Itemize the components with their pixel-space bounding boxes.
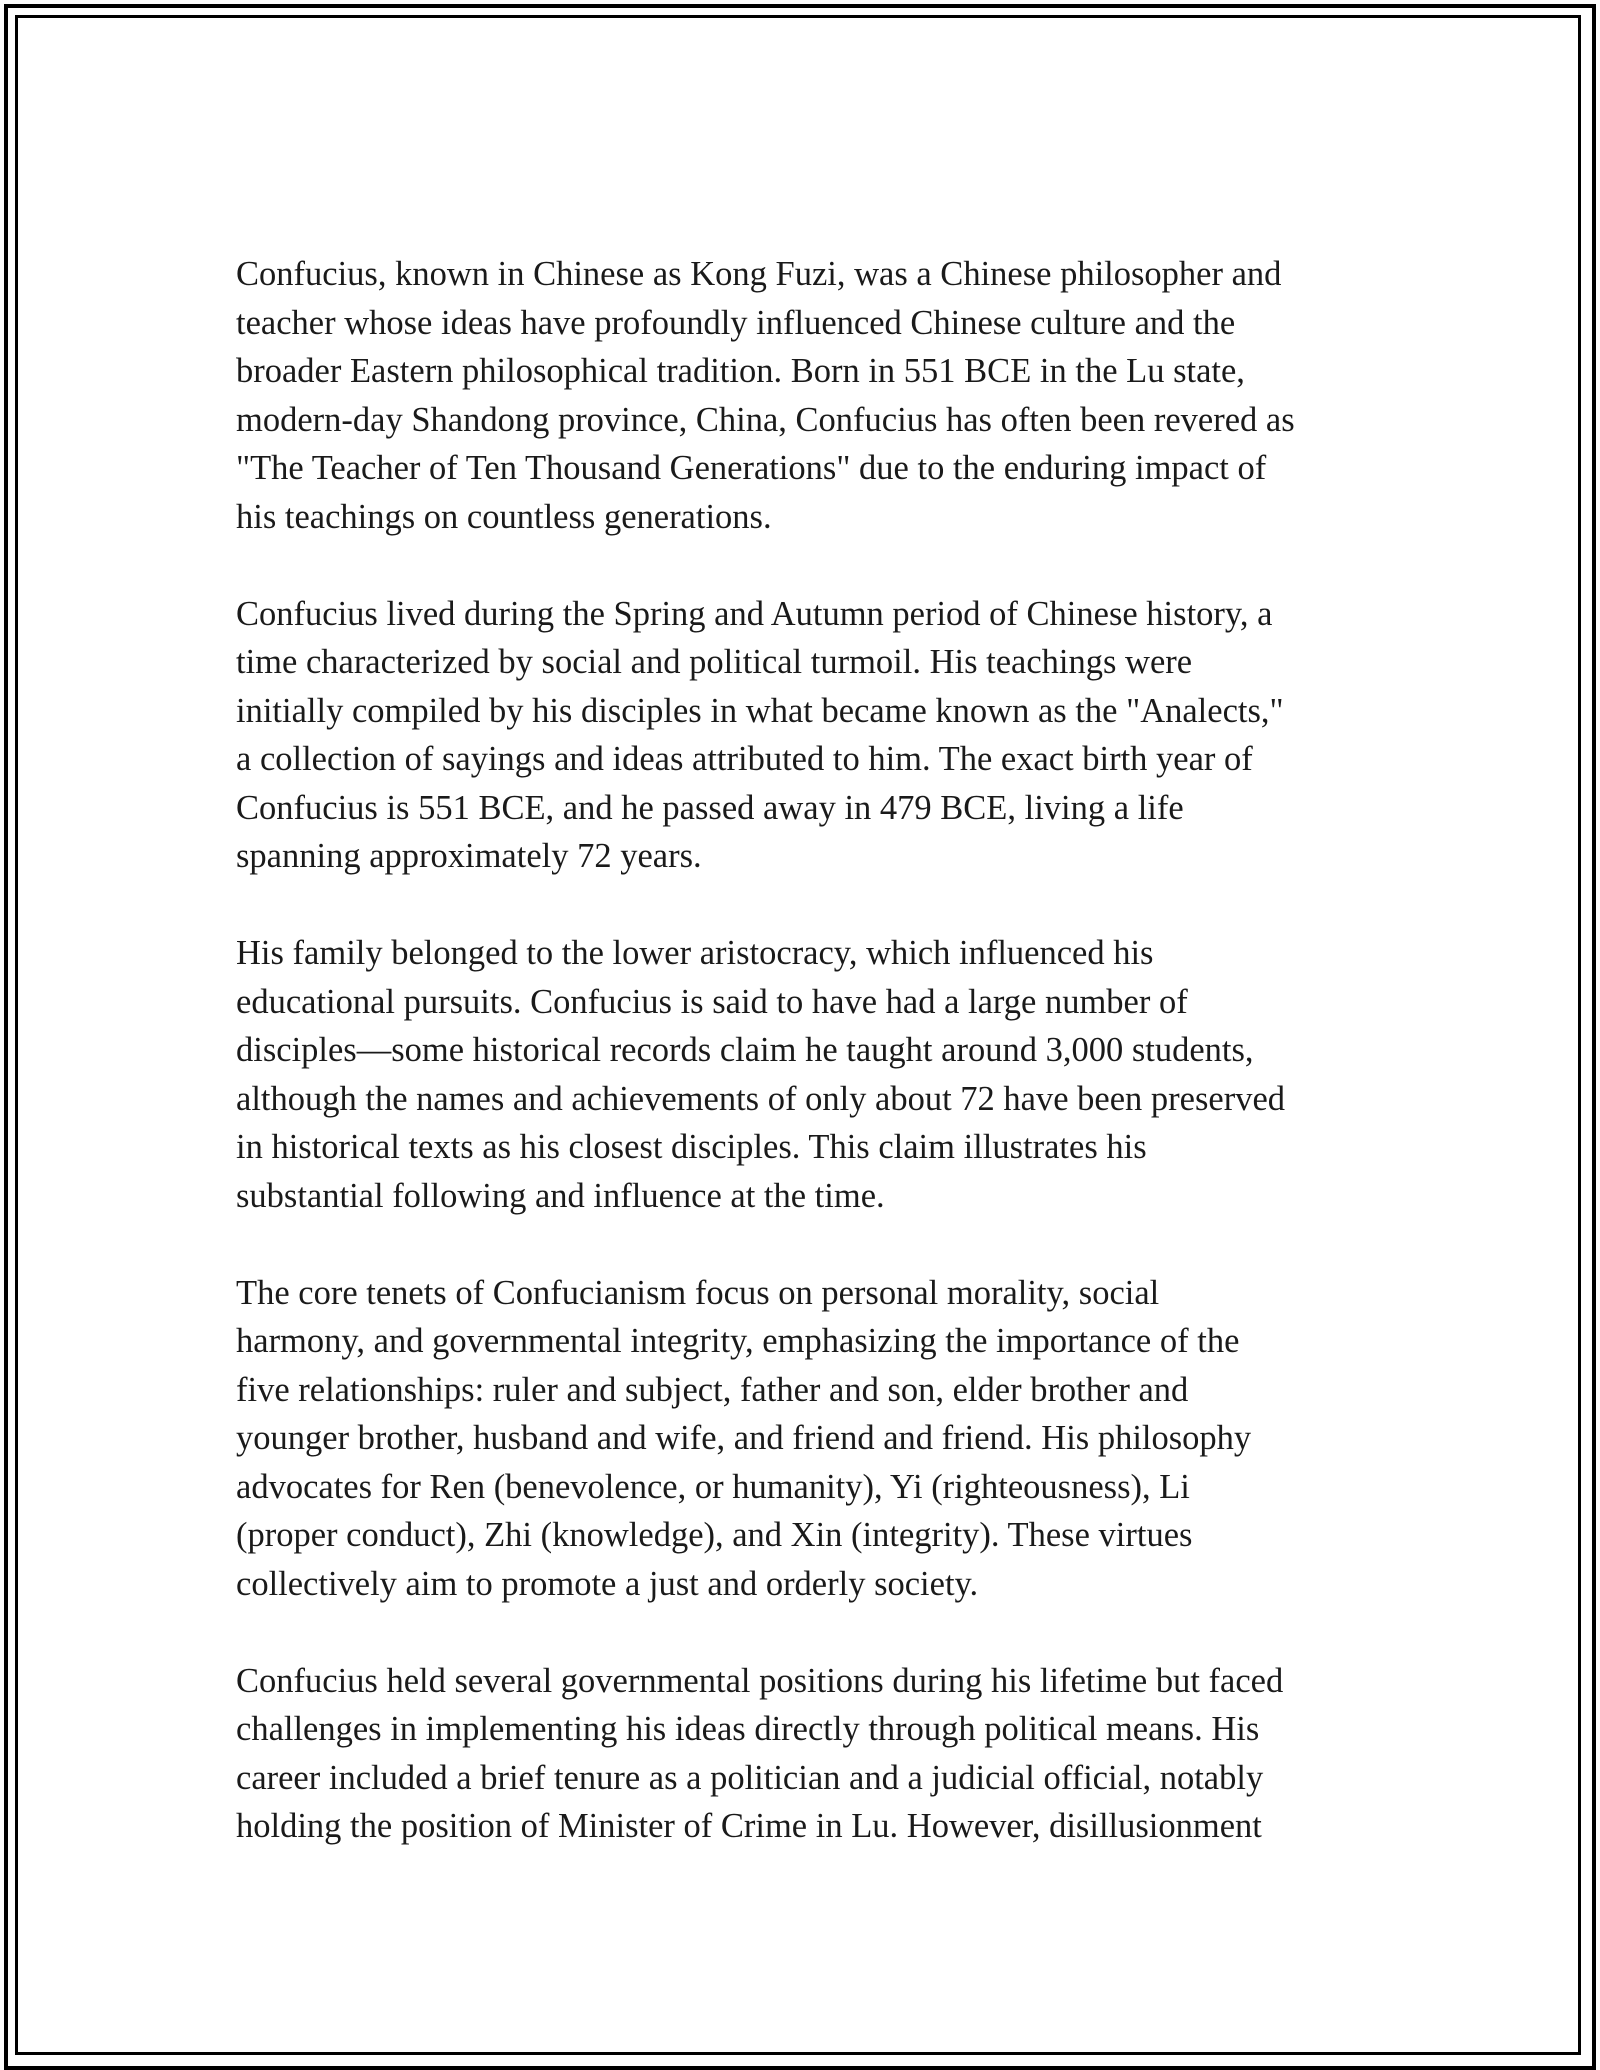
paragraph-5 bbox=[236, 1657, 1386, 1851]
text-line: although the names and achievements of only about 72 have been preserved bbox=[236, 1079, 1286, 1118]
text-line: "The Teacher of Ten Thousand Generations" due to the enduring impact of bbox=[236, 449, 1267, 487]
text-line: Confucius lived during the Spring and Autumn period of Chinese history, a bbox=[236, 594, 1273, 633]
text-line: (proper conduct), Zhi (knowledge), and Xin (integrity). These virtues bbox=[236, 1516, 1193, 1554]
text-line: broader Eastern philosophical tradition. Born in 551 BCE in the Lu state, bbox=[236, 352, 1245, 390]
paragraph-3 bbox=[236, 929, 1386, 1220]
text-line: harmony, and governmental integrity, emphasizing the importance of the bbox=[236, 1322, 1240, 1360]
paragraph-1 bbox=[236, 250, 1386, 541]
text-line: career included a brief tenure as a politician and a judicial official, notably bbox=[236, 1758, 1264, 1797]
text-line: Confucius is 551 BCE, and he passed away in 479 BCE, living a life bbox=[236, 788, 1184, 827]
paragraph-2 bbox=[236, 590, 1386, 881]
text-line: holding the position of Minister of Crime in Lu. However, disillusionment bbox=[236, 1807, 1262, 1845]
text-line: educational pursuits. Confucius is said to have had a large number of bbox=[236, 982, 1188, 1021]
text-line: The core tenets of Confucianism focus on personal morality, social bbox=[236, 1273, 1160, 1312]
text-line: substantial following and influence at the time. bbox=[236, 1176, 885, 1215]
text-line: his teachings on countless generations. bbox=[236, 497, 772, 536]
paragraph-4 bbox=[236, 1269, 1386, 1609]
text-line: younger brother, husband and wife, and friend and friend. His philosophy bbox=[236, 1419, 1252, 1457]
text-line: initially compiled by his disciples in what became known as the "Analects," bbox=[236, 691, 1284, 730]
text-line: Confucius, known in Chinese as Kong Fuzi, was a Chinese philosopher and bbox=[236, 255, 1282, 293]
text-line: collectively aim to promote a just and orderly society. bbox=[236, 1564, 979, 1603]
text-line: modern-day Shandong province, China, Confucius has often been revered as bbox=[236, 400, 1295, 439]
text-line: challenges in implementing his ideas directly through political means. His bbox=[236, 1710, 1260, 1748]
document-body bbox=[236, 250, 1386, 1899]
text-line: advocates for Ren (benevolence, or humanity), Yi (righteousness), Li bbox=[236, 1467, 1190, 1506]
text-line: teacher whose ideas have profoundly influenced Chinese culture and the bbox=[236, 303, 1236, 342]
text-line: spanning approximately 72 years. bbox=[236, 837, 702, 875]
text-line: in historical texts as his closest disciples. This claim illustrates his bbox=[236, 1128, 1147, 1166]
text-line: a collection of sayings and ideas attributed to him. The exact birth year of bbox=[236, 740, 1253, 778]
text-line: five relationships: ruler and subject, father and son, elder brother and bbox=[236, 1370, 1189, 1409]
text-line: His family belonged to the lower aristocracy, which influenced his bbox=[236, 934, 1154, 972]
text-line: Confucius held several governmental positions during his lifetime but faced bbox=[236, 1661, 1284, 1700]
text-line: time characterized by social and political turmoil. His teachings were bbox=[236, 643, 1193, 681]
text-line: disciples—some historical records claim he taught around 3,000 students, bbox=[236, 1031, 1254, 1069]
